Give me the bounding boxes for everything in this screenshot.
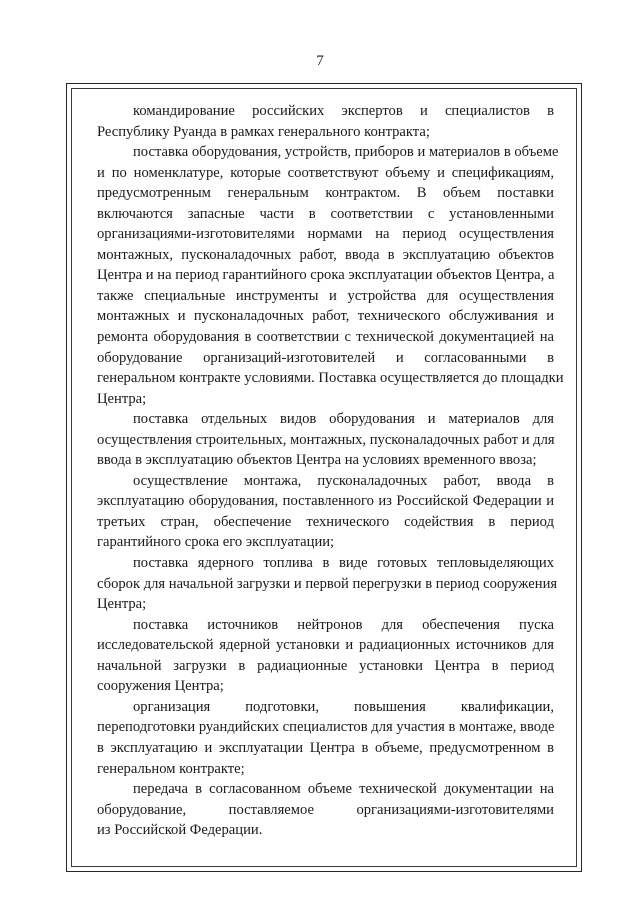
text-line: третьих стран, обеспечение технического содействия в период (97, 513, 554, 530)
paragraph (97, 471, 554, 553)
text-line: Республику Руанда в рамках генерального контракта; (97, 123, 430, 140)
text-line: организациями-изготовителями нормами на период осуществления (97, 226, 554, 243)
text-line: командирование российских экспертов и специалистов в (133, 103, 554, 119)
text-line: поставка оборудования, устройств, приборов и материалов в объеме (133, 144, 559, 161)
text-line: гарантийного срока его эксплуатации; (97, 534, 335, 551)
text-line: из Российской Федерации. (97, 822, 263, 839)
text-line: Центра; (97, 596, 147, 613)
text-line: Центра; (97, 390, 147, 407)
text-line: сборок для начальной загрузки и первой перегрузки в период сооружения (97, 575, 558, 592)
text-line: поставка отдельных видов оборудования и материалов для (133, 411, 554, 428)
text-line: сооружения Центра; (97, 678, 224, 695)
document-body (97, 101, 564, 841)
paragraph (97, 779, 554, 841)
paragraph (97, 697, 554, 779)
text-line: эксплуатацию оборудования, поставленного из Российской Федерации и (97, 493, 554, 510)
text-line: переподготовки руандийских специалистов для участия в монтаже, вводе (97, 719, 555, 736)
text-line: Центра и на период гарантийного срока эксплуатации объектов Центра, а (97, 267, 555, 284)
text-line: генеральном контракте условиями. Поставка осуществляется до площадки (97, 370, 564, 387)
text-line: и по номенклатуре, которые соответствуют объему и спецификациям, (97, 164, 554, 181)
text-line: ввода в эксплуатацию объектов Центра на условиях временного ввоза; (97, 452, 537, 469)
text-line: оборудование, поставляемое организациями-изготовителями (97, 801, 554, 818)
text-line: осуществления строительных, монтажных, пусконаладочных работ и для (97, 431, 555, 448)
text-line: поставка источников нейтронов для обеспечения пуска (133, 616, 554, 633)
text-line: также специальные инструменты и устройства для осуществления (97, 287, 554, 304)
paragraph (97, 409, 554, 471)
paragraph (97, 553, 558, 615)
text-line: предусмотренным генеральным контрактом. В объем поставки (97, 185, 554, 202)
text-line: генеральном контракте; (97, 760, 245, 777)
text-line: монтажных и пусконаладочных работ, технического обслуживания и (97, 308, 554, 325)
text-line: оборудование организаций-изготовителей и согласованными в (97, 349, 554, 366)
text-line: монтажных, пусконаладочных работ, ввода в эксплуатацию объектов (97, 246, 554, 263)
text-line: начальной загрузки в радиационные установки Центра в период (97, 657, 554, 674)
text-line: включаются запасные части в соответствии с установленными (97, 205, 554, 222)
text-line: в эксплуатацию и эксплуатации Центра в объеме, предусмотренном в (97, 739, 554, 756)
paragraph (97, 142, 564, 409)
text-line: исследовательской ядерной установки и радиационных источников для (97, 637, 554, 654)
paragraph (97, 615, 554, 697)
text-line: поставка ядерного топлива в виде готовых тепловыделяющих (133, 555, 554, 572)
text-line: осуществление монтажа, пусконаладочных работ, ввода в (133, 472, 554, 489)
text-line: ремонта оборудования в соответствии с технической документацией на (97, 329, 554, 346)
text-line: организация подготовки, повышения квалификации, (133, 698, 554, 715)
page-number: 7 (316, 53, 324, 69)
text-line: передача в согласованном объеме технической документации на (133, 781, 554, 798)
paragraph (97, 101, 554, 142)
